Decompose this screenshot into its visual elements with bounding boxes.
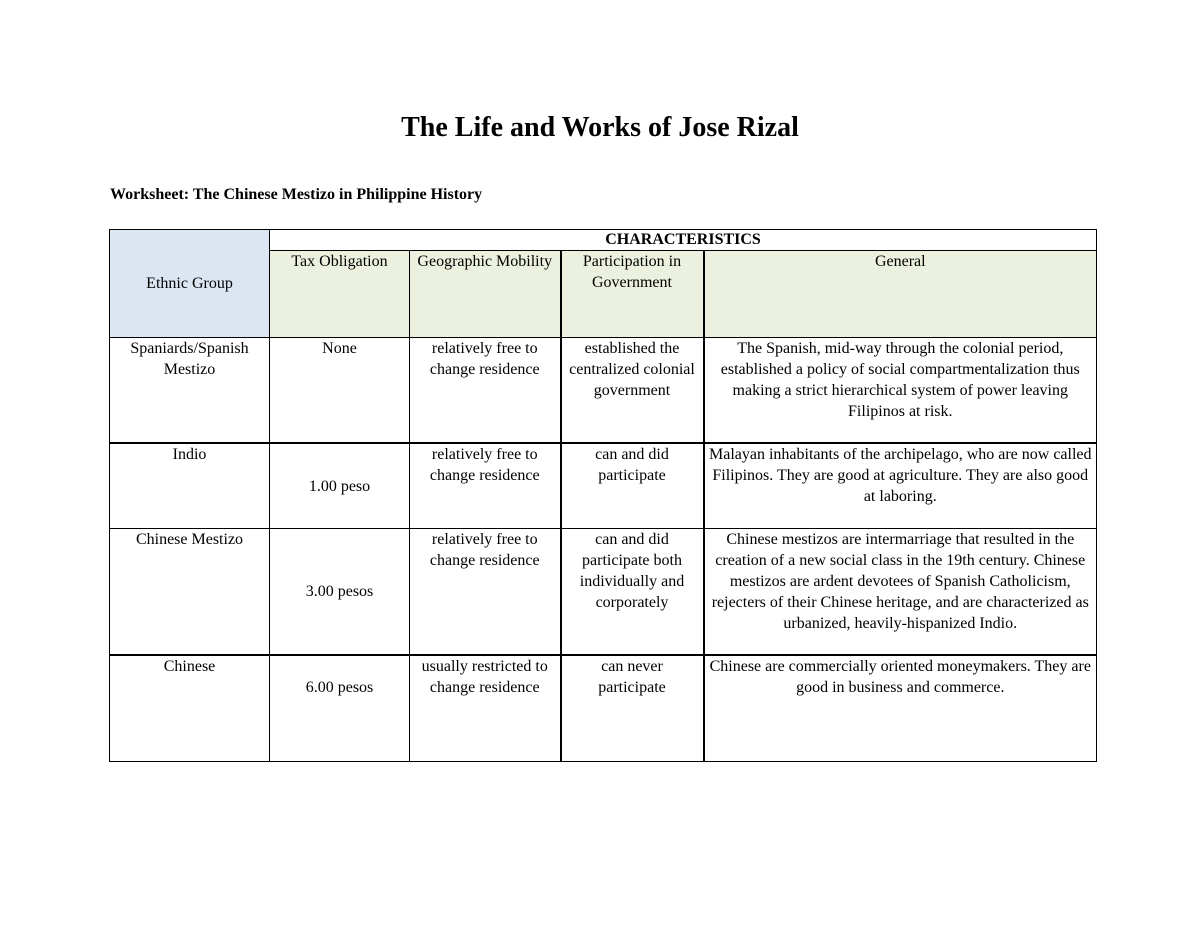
tax-cell: None <box>270 338 410 444</box>
tax-cell: 3.00 pesos <box>270 529 410 656</box>
mobility-cell: relatively free to change residence <box>410 338 561 444</box>
table-row <box>110 338 1097 444</box>
participation-cell: can never participate <box>561 655 704 762</box>
ethnic-group-cell: Indio <box>110 443 270 529</box>
page-title: The Life and Works of Jose Rizal <box>401 112 799 143</box>
general-header: General <box>704 251 1097 338</box>
participation-header: Participation in Government <box>561 251 704 338</box>
table-row <box>110 655 1097 762</box>
general-cell: The Spanish, mid-way through the colonial period, established a policy of social compartmentalization thus making a strict hierarchical system of power leaving Filipinos at risk. <box>704 338 1097 444</box>
ethnic-group-cell: Chinese Mestizo <box>110 529 270 656</box>
general-cell: Chinese are commercially oriented moneymakers. They are good in business and commerce. <box>704 655 1097 762</box>
mobility-cell: relatively free to change residence <box>410 529 561 656</box>
ethnic-group-cell: Spaniards/Spanish Mestizo <box>110 338 270 444</box>
characteristics-table <box>109 229 1097 762</box>
participation-cell: can and did participate <box>561 443 704 529</box>
general-cell: Chinese mestizos are intermarriage that resulted in the creation of a new social class in the 19th century. Chinese mestizos are ardent devotees of Spanish Catholicism, rejecters of their Chinese heritage, and are characterized as urbanized, heavily-hispanized Indio. <box>704 529 1097 656</box>
table-row <box>110 529 1097 656</box>
geographic-mobility-header: Geographic Mobility <box>410 251 561 338</box>
participation-cell: established the centralized colonial government <box>561 338 704 444</box>
worksheet-subtitle: Worksheet: The Chinese Mestizo in Philippine History <box>110 186 483 203</box>
tax-cell: 1.00 peso <box>270 443 410 529</box>
ethnic-group-cell: Chinese <box>110 655 270 762</box>
characteristics-header: CHARACTERISTICS <box>270 230 1097 251</box>
mobility-cell: relatively free to change residence <box>410 443 561 529</box>
tax-cell: 6.00 pesos <box>270 655 410 762</box>
general-cell: Malayan inhabitants of the archipelago, who are now called Filipinos. They are good at agriculture. They are also good at laboring. <box>704 443 1097 529</box>
table-header-row <box>110 230 1097 251</box>
participation-cell: can and did participate both individually and corporately <box>561 529 704 656</box>
ethnic-group-header: Ethnic Group <box>110 230 270 338</box>
tax-obligation-header: Tax Obligation <box>270 251 410 338</box>
mobility-cell: usually restricted to change residence <box>410 655 561 762</box>
table-row <box>110 443 1097 529</box>
